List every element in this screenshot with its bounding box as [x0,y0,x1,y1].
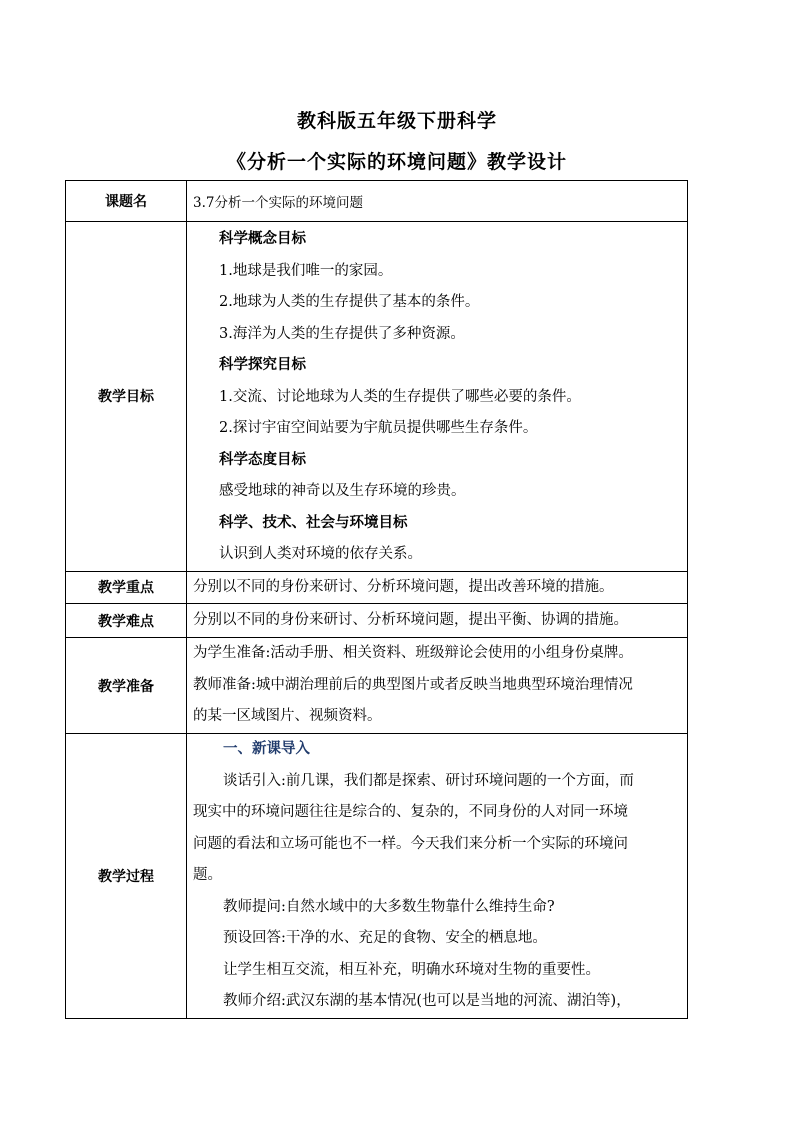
document-title: 教科版五年级下册科学 [296,110,497,132]
key-points-label: 教学重点 [66,571,187,604]
preparation-label: 教学准备 [66,638,187,734]
list-item: 1.交流、讨论地球为人类的生存提供了哪些必要的条件。 [219,388,581,405]
list-item: 3.海洋为人类的生存提供了多种资源。 [219,325,465,342]
table-row [66,181,688,222]
sts-heading: 科学、技术、社会与环境目标 [219,514,408,531]
process-content [187,734,688,1019]
answer-text: 预设回答:干净的水、充足的食物、安全的栖息地。 [223,930,547,946]
topic-text: 3.7分析一个实际的环境问题 [193,195,363,211]
difficulties-text: 分别以不同的身份来研讨、分析环境问题，提出平衡、协调的措施。 [193,611,628,628]
sts-text: 认识到人类对环境的依存关系。 [219,546,422,562]
section-heading: 一、新课导入 [223,741,310,757]
list-item: 2.地球为人类的生存提供了基本的条件。 [219,294,480,310]
lesson-plan-table [65,180,688,1019]
preparation-line: 的某一区域图片、视频资料。 [193,708,382,725]
goals-label: 教学目标 [66,222,187,572]
list-item: 2.探讨宇宙空间站要为宇航员提供哪些生存条件。 [219,420,538,436]
preparation-line: 教师准备:城中湖治理前后的典型图片或者反映当地典型环境治理情况 [193,676,633,693]
paragraph-line: 现实中的环境问题往往是综合的、复杂的，不同身份的人对同一环境 [193,804,628,820]
difficulties-value [187,604,688,638]
list-item: 1.地球是我们唯一的家园。 [219,262,393,279]
exchange-text: 让学生相互交流，相互补充，明确水环境对生物的重要性。 [223,961,600,978]
preparation-content [187,638,688,734]
paragraph-line: 问题的看法和立场可能也不一样。今天我们来分析一个实际的环境问 [193,835,628,852]
document-subtitle: 《分析一个实际的环境问题》教学设计 [226,151,567,173]
process-label: 教学过程 [66,734,187,1019]
table-row [66,604,688,638]
attitude-heading: 科学态度目标 [219,451,306,468]
paragraph-line: 题。 [193,867,222,883]
paragraph-line: 谈话引入:前几课，我们都是探索、研讨环境问题的一个方面，而 [223,772,634,789]
introduce-text: 教师介绍:武汉东湖的基本情况(也可以是当地的河流、湖泊等)， [223,993,631,1009]
question-text: 教师提问:自然水域中的大多数生物靠什么维持生命? [223,898,555,915]
preparation-line: 为学生准备:活动手册、相关资料、班级辩论会使用的小组身份桌牌。 [193,645,633,662]
table-row [66,222,688,572]
table-row [66,734,688,1019]
topic-value [187,181,688,222]
table-row [66,571,688,604]
attitude-text: 感受地球的神奇以及生存环境的珍贵。 [219,483,466,499]
topic-label: 课题名 [66,181,187,222]
inquiry-heading: 科学探究目标 [219,357,306,373]
difficulties-label: 教学难点 [66,604,187,638]
goals-content [187,222,688,572]
key-points-text: 分别以不同的身份来研讨、分析环境问题，提出改善环境的措施。 [193,578,614,595]
table-row [66,638,688,734]
key-points-value [187,571,688,604]
concept-heading: 科学概念目标 [219,231,306,247]
